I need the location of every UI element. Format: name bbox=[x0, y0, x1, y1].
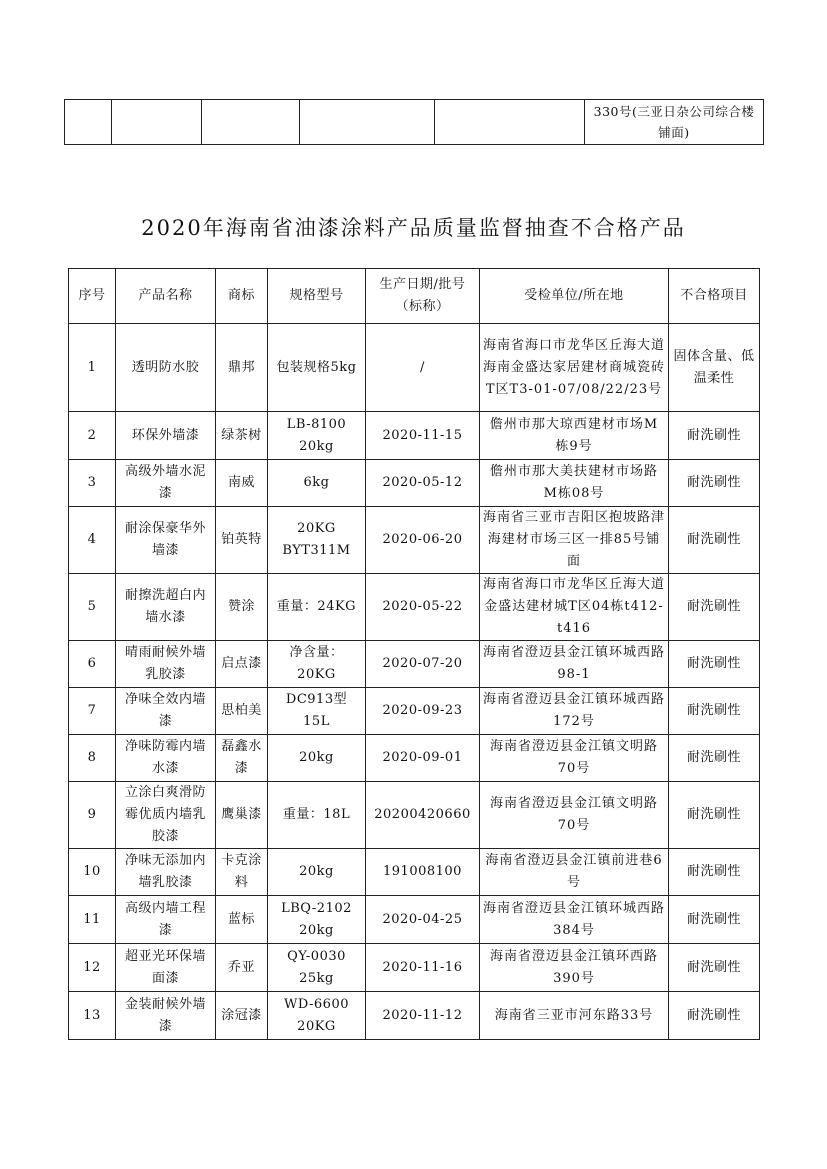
header-product-name: 产品名称 bbox=[116, 269, 216, 324]
cell-product-name: 净味防霉内墙水漆 bbox=[116, 735, 216, 782]
cell-date-batch: 2020-05-12 bbox=[366, 460, 480, 507]
cell-inspected-unit: 海南省三亚市吉阳区抱坡路津海建材市场三区一排85号铺面 bbox=[480, 507, 669, 574]
cell-product-name: 金装耐候外墙漆 bbox=[116, 992, 216, 1040]
nonconforming-products-table bbox=[68, 268, 760, 1040]
table-cell bbox=[112, 100, 202, 145]
continuation-table bbox=[64, 99, 764, 145]
cell-spec: QY-0030 25kg bbox=[268, 944, 366, 992]
table-row bbox=[69, 460, 760, 507]
cell-brand: 鹰巢漆 bbox=[216, 782, 268, 849]
cell-date-batch: / bbox=[366, 324, 480, 412]
table-row bbox=[69, 849, 760, 896]
cell-failed-items: 耐洗刷性 bbox=[669, 782, 760, 849]
cell-index: 8 bbox=[69, 735, 116, 782]
cell-brand: 思柏美 bbox=[216, 688, 268, 735]
cell-failed-items: 耐洗刷性 bbox=[669, 507, 760, 574]
cell-failed-items: 耐洗刷性 bbox=[669, 688, 760, 735]
table-row bbox=[69, 782, 760, 849]
cell-brand: 蓝标 bbox=[216, 896, 268, 944]
cell-index: 12 bbox=[69, 944, 116, 992]
cell-date-batch: 2020-09-23 bbox=[366, 688, 480, 735]
table-cell bbox=[65, 100, 112, 145]
cell-date-batch: 2020-09-01 bbox=[366, 735, 480, 782]
cell-product-name: 晴雨耐候外墙乳胶漆 bbox=[116, 641, 216, 688]
table-row bbox=[69, 412, 760, 460]
header-inspected-unit: 受检单位/所在地 bbox=[480, 269, 669, 324]
cell-spec: LB-8100 20kg bbox=[268, 412, 366, 460]
cell-failed-items: 耐洗刷性 bbox=[669, 641, 760, 688]
cell-index: 3 bbox=[69, 460, 116, 507]
header-brand: 商标 bbox=[216, 269, 268, 324]
cell-date-batch: 2020-06-20 bbox=[366, 507, 480, 574]
table-cell bbox=[300, 100, 435, 145]
cell-failed-items: 耐洗刷性 bbox=[669, 992, 760, 1040]
cell-brand: 启点漆 bbox=[216, 641, 268, 688]
table-row bbox=[69, 324, 760, 412]
cell-spec: 6kg bbox=[268, 460, 366, 507]
cell-date-batch: 2020-11-12 bbox=[366, 992, 480, 1040]
cell-inspected-unit: 海南省澄迈县金江镇前进巷6号 bbox=[480, 849, 669, 896]
cell-brand: 涂冠漆 bbox=[216, 992, 268, 1040]
cell-date-batch: 2020-04-25 bbox=[366, 896, 480, 944]
cell-spec: 重量：18L bbox=[268, 782, 366, 849]
cell-index: 5 bbox=[69, 574, 116, 641]
cell-failed-items: 耐洗刷性 bbox=[669, 460, 760, 507]
header-date-batch: 生产日期/批号（标称） bbox=[366, 269, 480, 324]
cell-spec: DC913型 15L bbox=[268, 688, 366, 735]
cell-brand: 绿茶树 bbox=[216, 412, 268, 460]
cell-product-name: 耐涂保豪华外墙漆 bbox=[116, 507, 216, 574]
cell-brand: 磊鑫水漆 bbox=[216, 735, 268, 782]
cell-date-batch: 20200420660 bbox=[366, 782, 480, 849]
cell-inspected-unit: 海南省澄迈县金江镇环城西路98-1 bbox=[480, 641, 669, 688]
table-row bbox=[69, 688, 760, 735]
cell-spec: 净含量：20KG bbox=[268, 641, 366, 688]
cell-spec: LBQ-2102 20kg bbox=[268, 896, 366, 944]
table-row bbox=[69, 735, 760, 782]
table-row bbox=[69, 944, 760, 992]
cell-spec: 包装规格5kg bbox=[268, 324, 366, 412]
table-row bbox=[69, 507, 760, 574]
cell-brand: 赞涂 bbox=[216, 574, 268, 641]
cell-index: 9 bbox=[69, 782, 116, 849]
cell-spec: 20kg bbox=[268, 849, 366, 896]
cell-failed-items: 耐洗刷性 bbox=[669, 412, 760, 460]
header-failed-items: 不合格项目 bbox=[669, 269, 760, 324]
cell-index: 2 bbox=[69, 412, 116, 460]
cell-spec: 20KG BYT311M bbox=[268, 507, 366, 574]
table-row bbox=[69, 896, 760, 944]
cell-failed-items: 耐洗刷性 bbox=[669, 896, 760, 944]
cell-spec: 20kg bbox=[268, 735, 366, 782]
cell-inspected-unit: 海南省海口市龙华区丘海大道金盛达建材城T区04栋t412-t416 bbox=[480, 574, 669, 641]
table-row bbox=[69, 641, 760, 688]
table-row bbox=[65, 100, 764, 145]
cell-inspected-unit: 海南省澄迈县金江镇环城西路172号 bbox=[480, 688, 669, 735]
cell-product-name: 高级内墙工程漆 bbox=[116, 896, 216, 944]
cell-product-name: 透明防水胶 bbox=[116, 324, 216, 412]
cell-failed-items: 固体含量、低温柔性 bbox=[669, 324, 760, 412]
cell-index: 1 bbox=[69, 324, 116, 412]
cell-product-name: 净味全效内墙漆 bbox=[116, 688, 216, 735]
cell-product-name: 立涂白爽滑防霉优质内墙乳胶漆 bbox=[116, 782, 216, 849]
cell-brand: 鼎邦 bbox=[216, 324, 268, 412]
continued-address-cell: 330号(三亚日杂公司综合楼铺面) bbox=[585, 100, 764, 145]
cell-brand: 卡克涂料 bbox=[216, 849, 268, 896]
header-spec: 规格型号 bbox=[268, 269, 366, 324]
cell-failed-items: 耐洗刷性 bbox=[669, 849, 760, 896]
table-header-row bbox=[69, 269, 760, 324]
cell-date-batch: 2020-11-15 bbox=[366, 412, 480, 460]
cell-product-name: 净味无添加内墙乳胶漆 bbox=[116, 849, 216, 896]
cell-inspected-unit: 海南省澄迈县金江镇环城西路384号 bbox=[480, 896, 669, 944]
header-index: 序号 bbox=[69, 269, 116, 324]
cell-index: 13 bbox=[69, 992, 116, 1040]
cell-inspected-unit: 海南省澄迈县金江镇文明路70号 bbox=[480, 782, 669, 849]
cell-brand: 南威 bbox=[216, 460, 268, 507]
table-cell bbox=[435, 100, 585, 145]
cell-index: 7 bbox=[69, 688, 116, 735]
cell-inspected-unit: 海南省三亚市河东路33号 bbox=[480, 992, 669, 1040]
cell-inspected-unit: 海南省澄迈县金江镇环西路390号 bbox=[480, 944, 669, 992]
table-row bbox=[69, 574, 760, 641]
table-cell bbox=[202, 100, 300, 145]
cell-spec: 重量：24KG bbox=[268, 574, 366, 641]
page-title: 2020年海南省油漆涂料产品质量监督抽查不合格产品 bbox=[141, 216, 686, 240]
cell-product-name: 耐擦洗超白内墙水漆 bbox=[116, 574, 216, 641]
cell-brand: 铂英特 bbox=[216, 507, 268, 574]
cell-failed-items: 耐洗刷性 bbox=[669, 574, 760, 641]
cell-date-batch: 191008100 bbox=[366, 849, 480, 896]
table-row bbox=[69, 992, 760, 1040]
cell-inspected-unit: 海南省澄迈县金江镇文明路70号 bbox=[480, 735, 669, 782]
cell-index: 6 bbox=[69, 641, 116, 688]
cell-product-name: 环保外墙漆 bbox=[116, 412, 216, 460]
cell-failed-items: 耐洗刷性 bbox=[669, 944, 760, 992]
cell-index: 11 bbox=[69, 896, 116, 944]
cell-index: 10 bbox=[69, 849, 116, 896]
cell-inspected-unit: 海南省海口市龙华区丘海大道海南金盛达家居建材商城瓷砖T区T3-01-07/08/22/23号 bbox=[480, 324, 669, 412]
cell-product-name: 超亚光环保墙面漆 bbox=[116, 944, 216, 992]
cell-product-name: 高级外墙水泥漆 bbox=[116, 460, 216, 507]
cell-date-batch: 2020-11-16 bbox=[366, 944, 480, 992]
cell-date-batch: 2020-07-20 bbox=[366, 641, 480, 688]
cell-index: 4 bbox=[69, 507, 116, 574]
cell-spec: WD-6600 20KG bbox=[268, 992, 366, 1040]
cell-brand: 乔亚 bbox=[216, 944, 268, 992]
cell-failed-items: 耐洗刷性 bbox=[669, 735, 760, 782]
cell-date-batch: 2020-05-22 bbox=[366, 574, 480, 641]
cell-inspected-unit: 儋州市那大琼西建材市场M栋9号 bbox=[480, 412, 669, 460]
cell-inspected-unit: 儋州市那大美扶建材市场路M栋08号 bbox=[480, 460, 669, 507]
